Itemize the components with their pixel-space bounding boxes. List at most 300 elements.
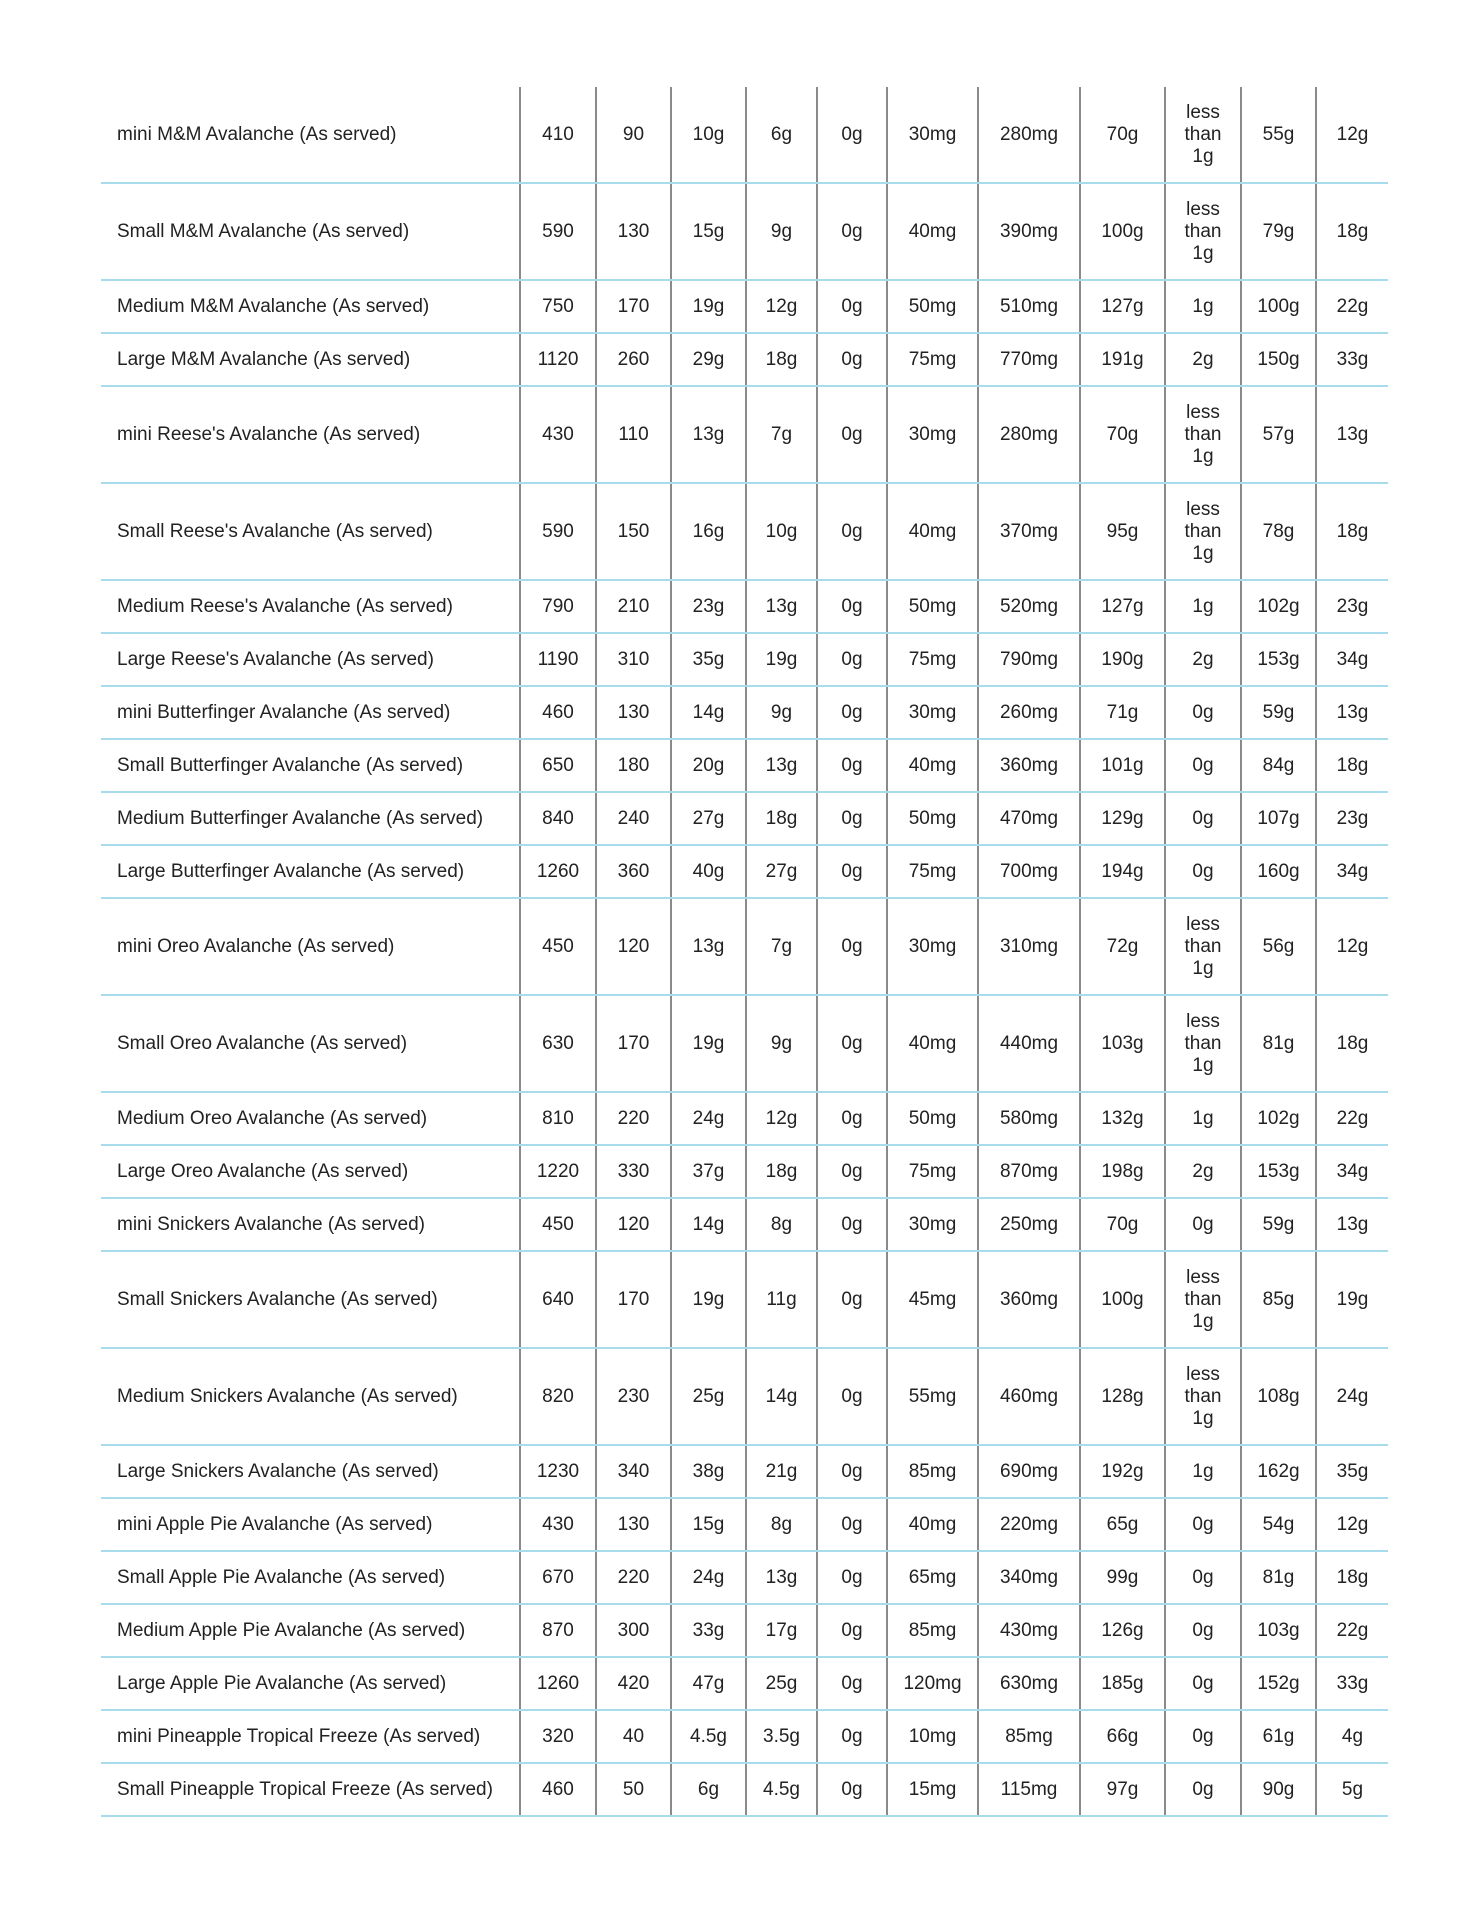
value-text: 56g (1262, 935, 1295, 957)
value-cell (746, 1445, 817, 1498)
value-cell (1316, 1198, 1388, 1251)
value-text: 19g (692, 295, 725, 317)
value-cell (1165, 1763, 1241, 1816)
value-cell (817, 1710, 887, 1763)
value-cell (520, 1604, 596, 1657)
value-cell (1080, 1445, 1165, 1498)
value-cell (978, 686, 1080, 739)
value-cell (1241, 898, 1316, 995)
value-text: 185g (1101, 1672, 1144, 1694)
value-cell (520, 333, 596, 386)
value-text: 27g (692, 807, 725, 829)
value-cell (1241, 1763, 1316, 1816)
value-cell (1316, 845, 1388, 898)
value-text: 14g (692, 1213, 725, 1235)
value-cell (1080, 792, 1165, 845)
value-text: 390mg (999, 220, 1059, 242)
value-cell (887, 686, 978, 739)
value-cell (520, 87, 596, 183)
table-row (101, 333, 1388, 386)
value-cell (520, 483, 596, 580)
value-text: 78g (1262, 520, 1295, 542)
value-cell (746, 845, 817, 898)
value-text: 25g (692, 1385, 725, 1407)
value-text: 0g (841, 1725, 863, 1747)
value-cell (1165, 1198, 1241, 1251)
value-cell (520, 686, 596, 739)
value-text: 590 (542, 520, 574, 542)
item-name-cell: Large Snickers Avalanche (As served) (101, 1445, 520, 1498)
table-row (101, 792, 1388, 845)
value-cell (1241, 1498, 1316, 1551)
value-text: 820 (542, 1385, 574, 1407)
value-text: 75mg (908, 1160, 957, 1182)
value-cell (520, 183, 596, 280)
value-text: 50mg (908, 1107, 957, 1129)
value-cell (887, 1498, 978, 1551)
value-cell (978, 280, 1080, 333)
value-cell (1080, 1763, 1165, 1816)
table-row (101, 1551, 1388, 1604)
value-cell (1241, 995, 1316, 1092)
value-cell (596, 1604, 671, 1657)
table-row (101, 1198, 1388, 1251)
value-cell (1316, 686, 1388, 739)
value-cell (596, 1657, 671, 1710)
value-cell (1316, 792, 1388, 845)
value-text: 220 (617, 1566, 650, 1588)
value-cell (1316, 633, 1388, 686)
value-text: 12g (1336, 123, 1369, 145)
value-cell (1165, 633, 1241, 686)
value-cell (887, 1604, 978, 1657)
value-cell (671, 1604, 746, 1657)
value-cell (520, 845, 596, 898)
value-text: 20g (692, 754, 725, 776)
item-name-cell: Medium Butterfinger Avalanche (As served) (101, 792, 520, 845)
value-text: 21g (765, 1460, 798, 1482)
value-cell (978, 580, 1080, 633)
table-row (101, 995, 1388, 1092)
value-text: 700mg (999, 860, 1059, 882)
value-cell (1080, 633, 1165, 686)
value-text: 510mg (999, 295, 1059, 317)
value-cell (1241, 1251, 1316, 1348)
value-cell (978, 386, 1080, 483)
value-cell (596, 845, 671, 898)
value-cell (1080, 87, 1165, 183)
value-cell (746, 1198, 817, 1251)
value-cell (596, 633, 671, 686)
value-cell (596, 1348, 671, 1445)
value-text: 0g (841, 220, 863, 242)
value-text: 0g (1192, 1213, 1214, 1235)
item-name-cell: mini Apple Pie Avalanche (As served) (101, 1498, 520, 1551)
value-text: 152g (1257, 1672, 1300, 1694)
value-text: 18g (1336, 754, 1369, 776)
value-cell (1241, 1198, 1316, 1251)
value-cell (817, 898, 887, 995)
value-cell (978, 1198, 1080, 1251)
value-text: 150 (617, 520, 650, 542)
value-text: 19g (692, 1288, 725, 1310)
value-cell (887, 280, 978, 333)
value-cell (1241, 686, 1316, 739)
value-text: 360mg (999, 754, 1059, 776)
value-cell (1241, 333, 1316, 386)
table-row (101, 1092, 1388, 1145)
value-text: 0g (841, 1107, 863, 1129)
value-cell (817, 580, 887, 633)
item-name-cell: Small Snickers Avalanche (As served) (101, 1251, 520, 1348)
value-text: 770mg (999, 348, 1059, 370)
value-text: 690mg (999, 1460, 1059, 1482)
value-cell (746, 633, 817, 686)
value-cell (1316, 739, 1388, 792)
item-name-cell: mini Pineapple Tropical Freeze (As served) (101, 1710, 520, 1763)
value-cell (1241, 1348, 1316, 1445)
value-cell (1241, 183, 1316, 280)
value-text: 170 (617, 1032, 650, 1054)
value-cell (1241, 1710, 1316, 1763)
table-row (101, 1710, 1388, 1763)
value-text: less than 1g (1184, 401, 1222, 467)
value-text: 192g (1101, 1460, 1144, 1482)
value-text: 1220 (536, 1160, 580, 1182)
value-cell (817, 1498, 887, 1551)
item-name-cell: mini Oreo Avalanche (As served) (101, 898, 520, 995)
value-cell (817, 739, 887, 792)
value-text: 11g (766, 1288, 797, 1310)
value-cell (596, 1092, 671, 1145)
value-cell (978, 1551, 1080, 1604)
value-cell (746, 686, 817, 739)
value-text: 280mg (999, 423, 1059, 445)
item-name-cell: Small Apple Pie Avalanche (As served) (101, 1551, 520, 1604)
value-cell (746, 1551, 817, 1604)
value-text: 30mg (908, 123, 957, 145)
value-text: 630mg (999, 1672, 1059, 1694)
value-text: 0g (1192, 1513, 1214, 1535)
value-cell (520, 792, 596, 845)
item-name-cell: mini Butterfinger Avalanche (As served) (101, 686, 520, 739)
value-cell (1316, 483, 1388, 580)
nutrition-table-container (101, 87, 1388, 1817)
value-text: 45mg (908, 1288, 957, 1310)
value-text: 1g (1192, 1460, 1214, 1482)
value-text: 18g (765, 1160, 798, 1182)
value-cell (520, 1710, 596, 1763)
value-cell (520, 739, 596, 792)
value-text: 23g (1336, 595, 1369, 617)
item-name-cell: mini Reese's Avalanche (As served) (101, 386, 520, 483)
value-text: 750 (542, 295, 574, 317)
value-cell (671, 1145, 746, 1198)
value-text: 130 (617, 1513, 650, 1535)
value-text: 120 (617, 935, 650, 957)
value-text: 0g (841, 807, 863, 829)
value-cell (887, 1710, 978, 1763)
value-cell (520, 386, 596, 483)
value-text: 38g (692, 1460, 725, 1482)
value-cell (978, 1445, 1080, 1498)
value-cell (817, 1198, 887, 1251)
value-cell (1080, 1498, 1165, 1551)
value-cell (520, 898, 596, 995)
value-cell (1080, 280, 1165, 333)
value-text: 97g (1106, 1778, 1139, 1800)
value-text: 85mg (908, 1619, 957, 1641)
value-cell (1316, 1348, 1388, 1445)
value-cell (671, 183, 746, 280)
value-text: 630 (542, 1032, 574, 1054)
value-cell (1165, 1092, 1241, 1145)
value-cell (1241, 87, 1316, 183)
value-text: 0g (841, 701, 863, 723)
value-text: 13g (1336, 423, 1369, 445)
value-text: 35g (692, 648, 725, 670)
value-cell (887, 633, 978, 686)
value-cell (596, 686, 671, 739)
value-text: 0g (841, 348, 863, 370)
value-text: 18g (1336, 1032, 1369, 1054)
value-cell (1080, 898, 1165, 995)
value-text: 0g (841, 295, 863, 317)
value-text: 15g (692, 220, 725, 242)
value-cell (1241, 580, 1316, 633)
value-text: 61g (1262, 1725, 1295, 1747)
value-text: 129g (1101, 807, 1144, 829)
value-text: 0g (841, 423, 863, 445)
value-text: 12g (1336, 935, 1369, 957)
value-cell (887, 1551, 978, 1604)
value-cell (978, 1092, 1080, 1145)
value-cell (520, 280, 596, 333)
value-cell (520, 1445, 596, 1498)
value-text: 370mg (999, 520, 1059, 542)
value-text: 1g (1192, 595, 1214, 617)
value-text: 75mg (908, 860, 957, 882)
value-cell (746, 87, 817, 183)
value-text: 153g (1257, 1160, 1300, 1182)
value-cell (1165, 1445, 1241, 1498)
value-text: 24g (1336, 1385, 1369, 1407)
table-row (101, 580, 1388, 633)
value-cell (1080, 1551, 1165, 1604)
value-text: 75mg (908, 348, 957, 370)
value-text: 580mg (999, 1107, 1059, 1129)
value-cell (887, 183, 978, 280)
value-cell (978, 792, 1080, 845)
value-text: 10g (692, 123, 725, 145)
value-text: 4.5g (690, 1725, 727, 1747)
value-cell (1165, 87, 1241, 183)
value-cell (1080, 1348, 1165, 1445)
value-cell (596, 1498, 671, 1551)
value-text: 360 (617, 860, 650, 882)
value-text: 0g (1192, 754, 1214, 776)
value-cell (887, 580, 978, 633)
value-cell (596, 386, 671, 483)
value-text: 65g (1106, 1513, 1139, 1535)
value-text: 240 (617, 807, 650, 829)
value-text: 0g (1192, 1619, 1214, 1641)
value-text: 55g (1262, 123, 1295, 145)
value-text: 33g (1336, 1672, 1369, 1694)
value-text: 50mg (908, 295, 957, 317)
value-cell (978, 87, 1080, 183)
value-cell (817, 792, 887, 845)
value-text: 108g (1257, 1385, 1300, 1407)
value-text: 0g (841, 1672, 863, 1694)
value-cell (817, 183, 887, 280)
value-cell (1080, 1251, 1165, 1348)
value-cell (596, 1445, 671, 1498)
value-text: 194g (1101, 860, 1144, 882)
value-text: 130 (617, 220, 650, 242)
value-cell (520, 633, 596, 686)
value-text: 35g (1336, 1460, 1369, 1482)
value-text: 0g (841, 1032, 863, 1054)
value-cell (1241, 845, 1316, 898)
value-text: 790 (542, 595, 574, 617)
value-text: 70g (1106, 123, 1139, 145)
value-text: 310 (617, 648, 650, 670)
value-cell (671, 1551, 746, 1604)
value-cell (671, 580, 746, 633)
value-cell (1165, 1498, 1241, 1551)
value-cell (887, 898, 978, 995)
value-cell (1165, 995, 1241, 1092)
table-row (101, 1763, 1388, 1816)
item-name-cell: Large Apple Pie Avalanche (As served) (101, 1657, 520, 1710)
value-text: 33g (692, 1619, 725, 1641)
value-text: 870 (542, 1619, 574, 1641)
value-text: 18g (1336, 220, 1369, 242)
value-cell (746, 280, 817, 333)
value-cell (887, 1145, 978, 1198)
value-cell (671, 792, 746, 845)
value-cell (978, 898, 1080, 995)
value-text: 0g (841, 935, 863, 957)
value-text: less than 1g (1184, 101, 1222, 167)
value-text: 18g (1336, 1566, 1369, 1588)
value-text: 2g (1192, 648, 1214, 670)
value-cell (887, 333, 978, 386)
value-cell (817, 1348, 887, 1445)
value-text: 132g (1101, 1107, 1144, 1129)
table-row (101, 633, 1388, 686)
value-text: 110 (618, 423, 649, 445)
value-text: 1230 (536, 1460, 580, 1482)
value-text: 0g (841, 754, 863, 776)
item-name-cell: Small Butterfinger Avalanche (As served) (101, 739, 520, 792)
value-text: 0g (841, 595, 863, 617)
item-name-cell: Large M&M Avalanche (As served) (101, 333, 520, 386)
value-text: 22g (1336, 1619, 1369, 1641)
value-cell (596, 1145, 671, 1198)
value-text: 160g (1257, 860, 1300, 882)
item-name-cell: Small M&M Avalanche (As served) (101, 183, 520, 280)
value-text: 40mg (908, 1032, 957, 1054)
value-cell (520, 1498, 596, 1551)
value-text: 260 (617, 348, 650, 370)
value-text: 13g (765, 754, 798, 776)
value-text: 130 (617, 701, 650, 723)
value-text: 30mg (908, 1213, 957, 1235)
value-text: 102g (1257, 595, 1300, 617)
value-cell (596, 280, 671, 333)
value-cell (1080, 580, 1165, 633)
table-row (101, 1145, 1388, 1198)
value-text: 34g (1336, 1160, 1369, 1182)
value-cell (978, 1145, 1080, 1198)
value-cell (1165, 1710, 1241, 1763)
value-text: 70g (1106, 423, 1139, 445)
value-text: 40g (692, 860, 725, 882)
value-cell (1316, 1551, 1388, 1604)
value-cell (978, 633, 1080, 686)
value-text: 0g (841, 1288, 863, 1310)
value-cell (520, 1251, 596, 1348)
value-text: 198g (1101, 1160, 1144, 1182)
value-text: 0g (1192, 807, 1214, 829)
value-cell (671, 1763, 746, 1816)
value-text: 40mg (908, 520, 957, 542)
value-text: 85mg (1005, 1725, 1053, 1747)
value-text: 50 (622, 1778, 645, 1800)
value-cell (746, 183, 817, 280)
value-cell (1165, 686, 1241, 739)
value-cell (746, 1498, 817, 1551)
value-cell (520, 1145, 596, 1198)
value-cell (671, 1092, 746, 1145)
value-text: 0g (841, 860, 863, 882)
value-text: 9g (770, 220, 793, 242)
value-cell (596, 792, 671, 845)
value-text: 2g (1192, 348, 1214, 370)
value-cell (746, 792, 817, 845)
value-cell (596, 580, 671, 633)
value-cell (596, 1710, 671, 1763)
value-cell (671, 1657, 746, 1710)
value-cell (746, 1657, 817, 1710)
value-text: 8g (770, 1213, 793, 1235)
value-cell (1080, 483, 1165, 580)
value-cell (746, 1604, 817, 1657)
item-name-cell: Medium M&M Avalanche (As served) (101, 280, 520, 333)
value-text: 5g (1341, 1778, 1364, 1800)
value-text: 13g (692, 423, 725, 445)
value-cell (817, 1551, 887, 1604)
value-text: 84g (1262, 754, 1295, 776)
value-cell (978, 845, 1080, 898)
value-cell (817, 87, 887, 183)
value-cell (1316, 1251, 1388, 1348)
value-cell (746, 483, 817, 580)
value-text: 72g (1106, 935, 1139, 957)
value-cell (887, 845, 978, 898)
table-row (101, 1348, 1388, 1445)
value-text: 22g (1336, 295, 1369, 317)
value-cell (671, 1445, 746, 1498)
value-cell (1316, 183, 1388, 280)
value-text: 30mg (908, 935, 957, 957)
value-cell (887, 1657, 978, 1710)
value-text: 128g (1101, 1385, 1144, 1407)
table-row (101, 898, 1388, 995)
value-text: 115mg (1000, 1778, 1058, 1800)
